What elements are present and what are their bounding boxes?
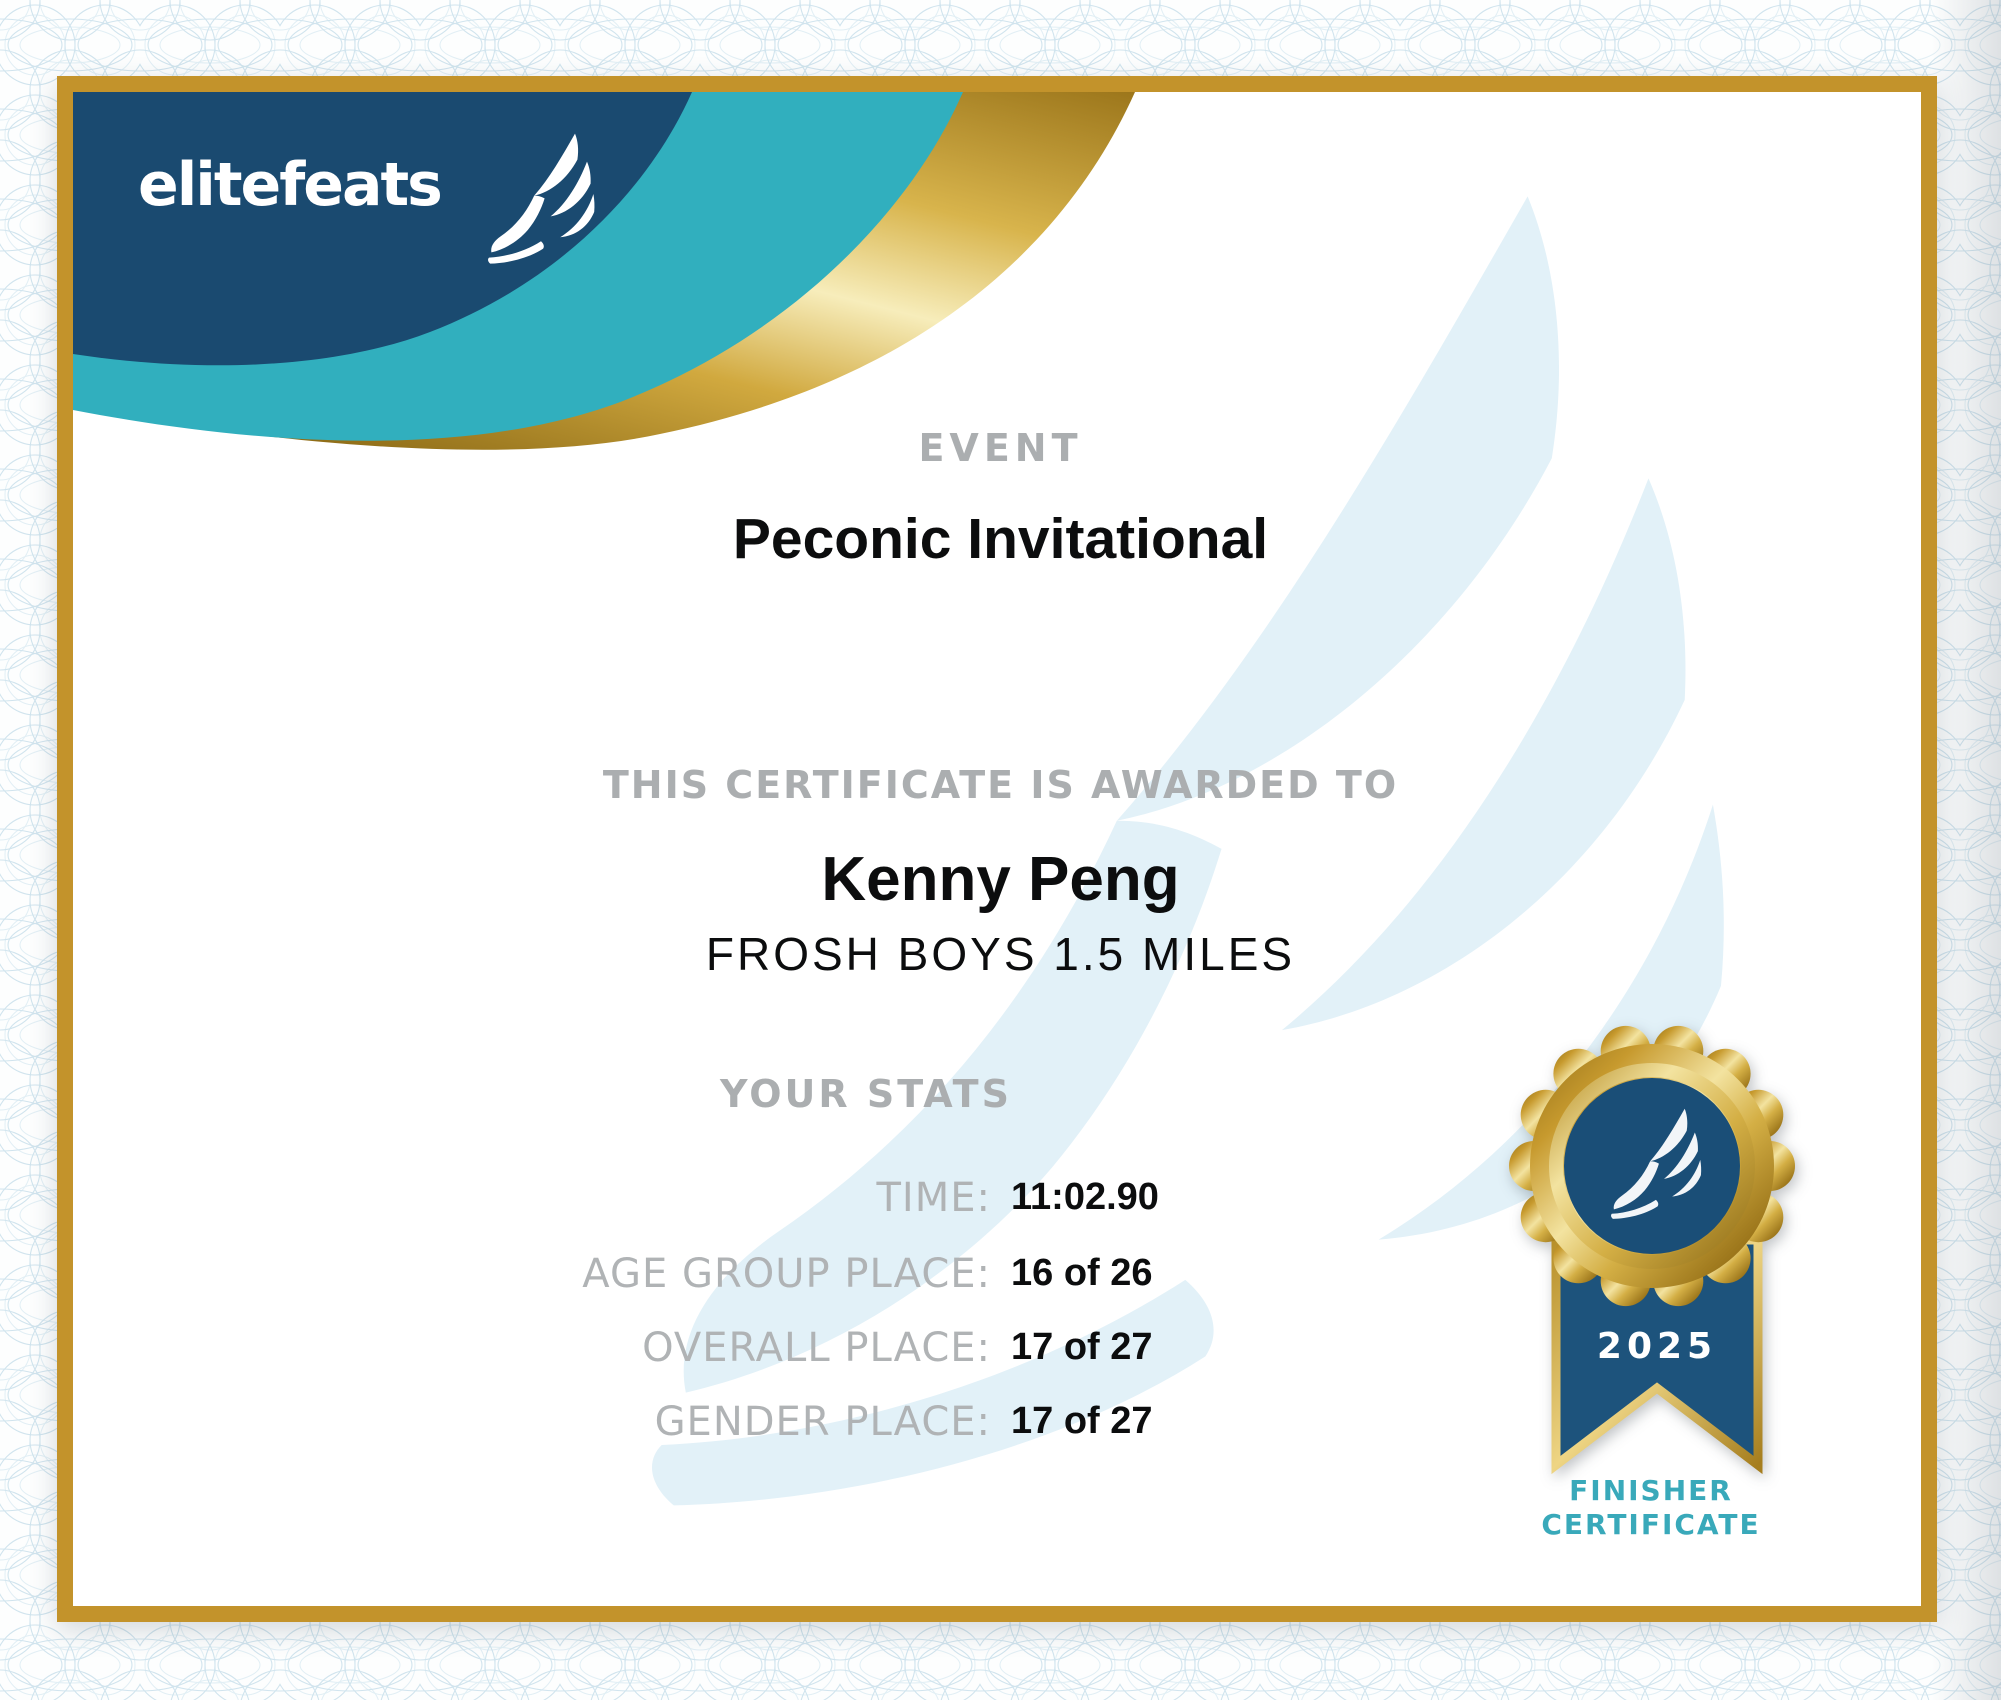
awarded-to-label: THIS CERTIFICATE IS AWARDED TO	[602, 763, 1399, 807]
stat-label: AGE GROUP PLACE:	[582, 1251, 991, 1297]
finisher-caption-line2: CERTIFICATE	[1541, 1508, 1761, 1541]
stat-label: TIME:	[876, 1175, 991, 1221]
badge-year: 2025	[1596, 1326, 1718, 1367]
stat-value: 16 of 26	[1011, 1252, 1153, 1294]
event-name: Peconic Invitational	[732, 507, 1269, 571]
stat-label: GENDER PLACE:	[654, 1399, 991, 1445]
stat-value: 17 of 27	[1011, 1400, 1153, 1442]
finisher-caption-line1: FINISHER	[1569, 1474, 1733, 1507]
recipient-name: Kenny Peng	[821, 845, 1180, 914]
division-name: FROSH BOYS 1.5 MILES	[705, 928, 1296, 980]
brand-logo: elitefeats	[138, 150, 441, 220]
stat-value: 17 of 27	[1011, 1326, 1153, 1368]
your-stats-label: YOUR STATS	[720, 1072, 1012, 1116]
stat-value: 11:02.90	[1011, 1176, 1159, 1218]
stat-label: OVERALL PLACE:	[642, 1325, 991, 1371]
gold-rosette-medal	[1460, 960, 1850, 1520]
event-label: EVENT	[918, 426, 1083, 470]
